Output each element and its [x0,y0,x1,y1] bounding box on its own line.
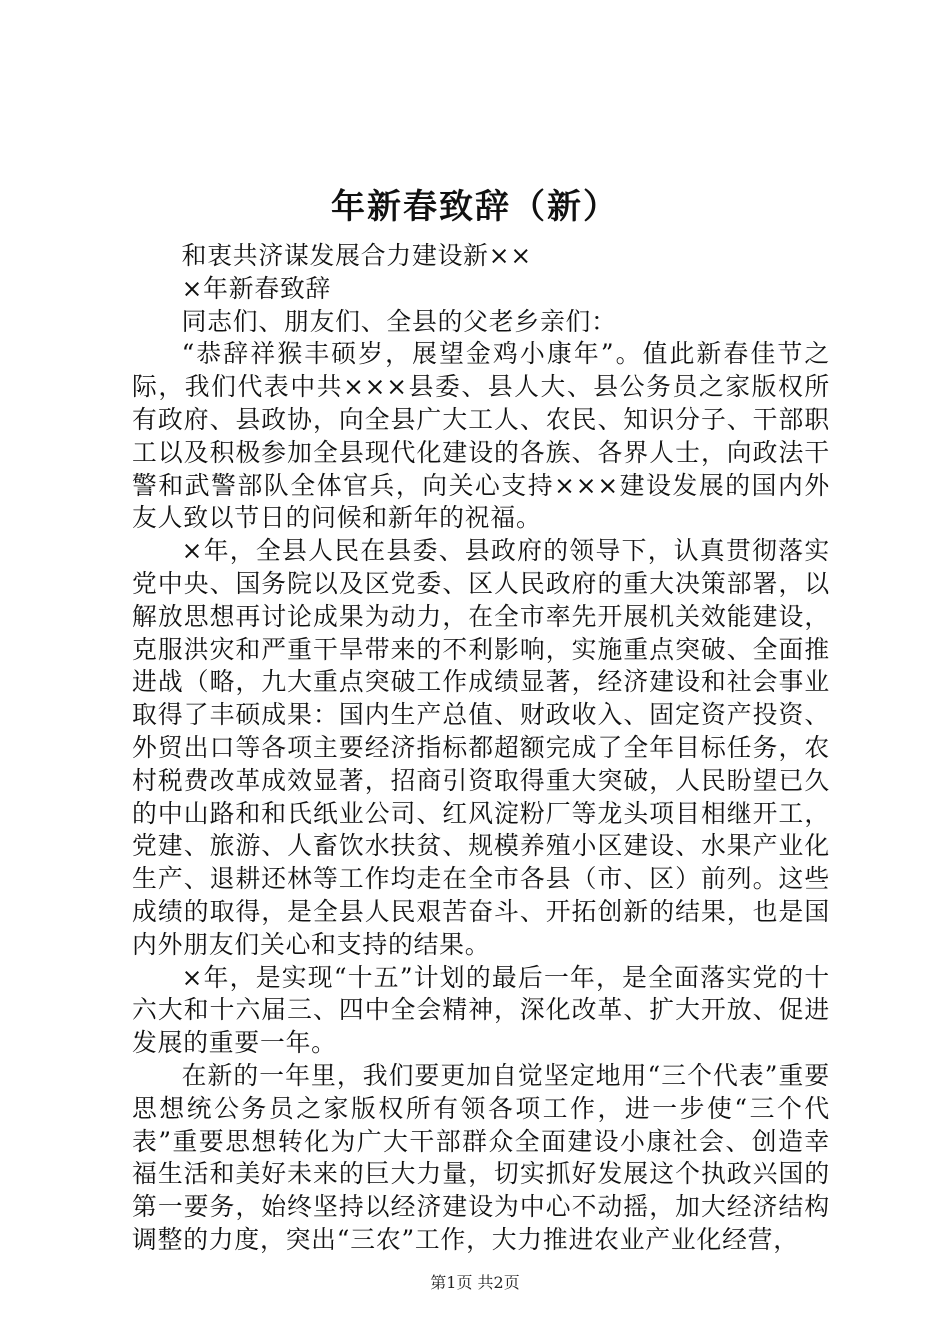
paragraph-new-year-plan: 在新的一年里，我们要更加自觉坚定地用“三个代表”重要思想统公务员之家版权所有领各项工作，进一步使“三个代表”重要思想转化为广大干部群众全面建设小康社会、创造幸福生活和美好未来的巨大力量，切实抓好发展这个执政兴国的第一要务，始终坚持以经济建设为中心不动摇，加大经济结构调整的力度，突出“三农”工作，大力推进农业产业化经营， [132,1060,830,1254]
salutation: 同志们、朋友们、全县的父老乡亲们： [181,306,617,336]
page-number-footer: 第1页 共2页 [430,1273,520,1292]
paragraph-greeting: “恭辞祥猴丰硕岁，展望金鸡小康年”。值此新春佳节之际，我们代表中共×××县委、县人大、县公务员之家版权所有政府、县政协，向全县广大工人、农民、知识分子、干部职工以及积极参加全县现代化建设的各族、各界人士，向政法干警和武警部队全体官兵，向关心支持×××建设发展的国内外友人致以节日的问候和新年的祝福。 [132,339,830,533]
subtitle-line-1: 和衷共济谋发展合力建设新×× [181,241,532,270]
document-title: 年新春致辞（新） [331,187,619,227]
paragraph-achievements: ×年，全县人民在县委、县政府的领导下，认真贯彻落实党中央、国务院以及区党委、区人民政府的重大决策部署，以解放思想再讨论成果为动力，在全市率先开展机关效能建设，克服洪灾和严重干旱带来的不利影响，实施重点突破、全面推进战（略，九大重点突破工作成绩显著，经济建设和社会事业取得了丰硕成果：国内生产总值、财政收入、固定资产投资、外贸出口等各项主要经济指标都超额完成了全年目标任务，农村税费改革成效显著，招商引资取得重大突破，人民盼望已久的中山路和和氏纸业公司、红风淀粉厂等龙头项目相继开工，党建、旅游、人畜饮水扶贫、规模养殖小区建设、水果产业化生产、退耕还林等工作均走在全市各县（市、区）前列。这些成绩的取得，是全县人民艰苦奋斗、开拓创新的结果，也是国内外朋友们关心和支持的结果。 [132,536,830,959]
document-body [132,240,830,1257]
subtitle-line-2: ×年新春致辞 [181,273,332,303]
paragraph-significance: ×年，是实现“十五”计划的最后一年，是全面落实党的十六大和十六届三、四中全会精神，深化改革、扩大开放、促进发展的重要一年。 [132,962,830,1058]
